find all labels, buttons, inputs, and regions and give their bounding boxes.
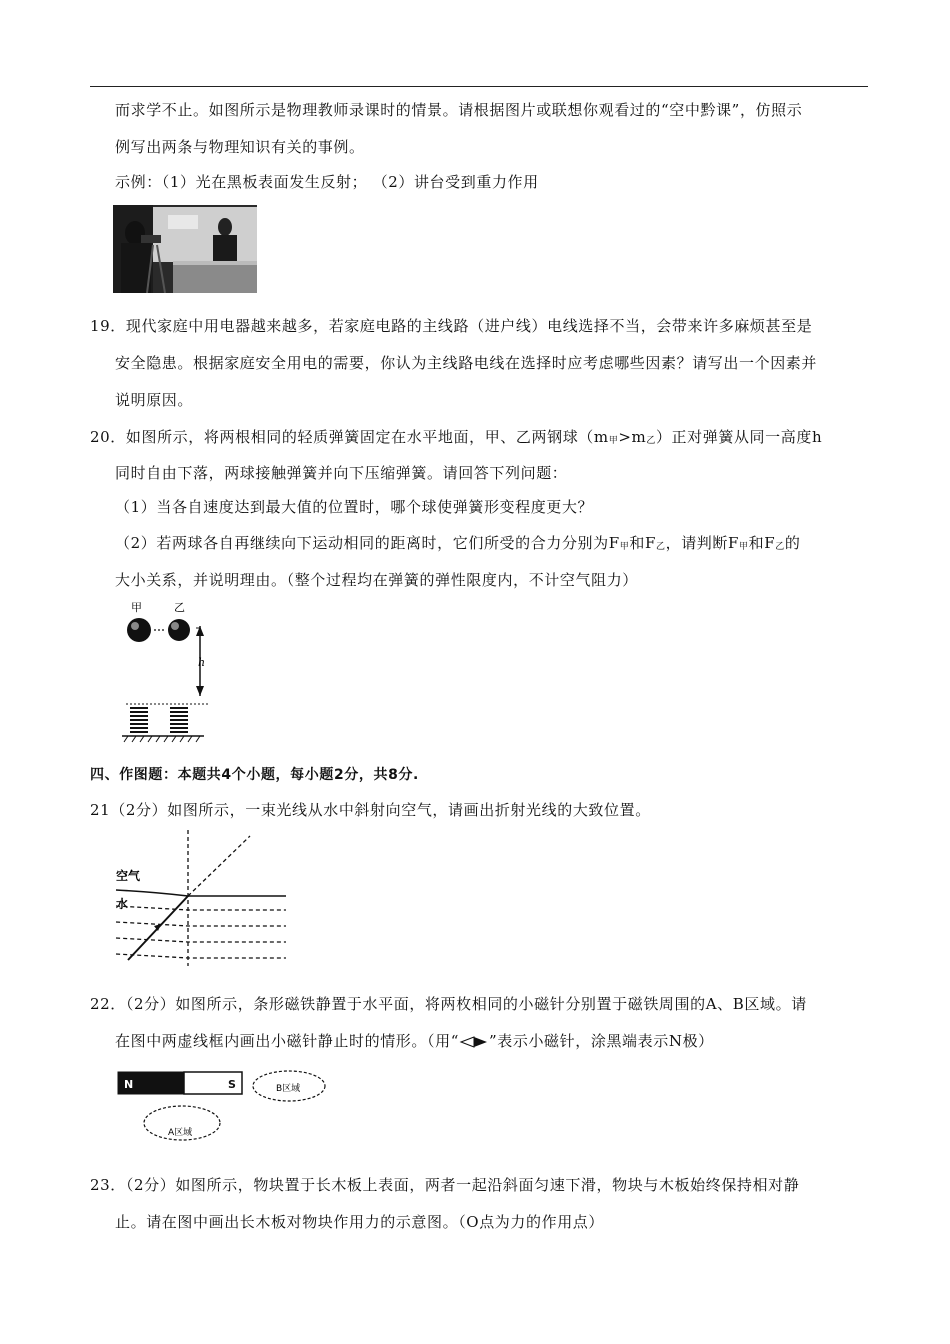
subscript-jia: 甲 <box>608 436 619 446</box>
teacher-recording-photo <box>113 205 257 293</box>
q23-text-line1: 23．（2分）如图所示，物块置于长木板上表面，两者一起沿斜面匀速下滑，物块与木板始终保持相对静 <box>90 1176 800 1194</box>
q18-text-line2: 例写出两条与物理知识有关的事例。 <box>115 138 365 156</box>
q20-and-1: 和F <box>629 534 656 552</box>
q23-text-line2: 止。请在图中画出长木板对物块作用力的示意图。（O点为力的作用点） <box>115 1213 605 1231</box>
q18-text-line1: 而求学不止。如图所示是物理教师录课时的情景。请根据图片或联想你观看过的“空中黔课”，仿照示 <box>115 101 803 119</box>
q20-text-line2: 同时自由下落，两球接触弹簧并向下压缩弹簧。请回答下列问题： <box>115 464 568 482</box>
q22-line2-end: ”表示小磁针，涂黑端表示N极） <box>488 1032 714 1050</box>
subscript-yi: 乙 <box>646 436 656 446</box>
q22-text-line1: 22．（2分）如图所示，条形磁铁静置于水平面，将两枚相同的小磁针分别置于磁铁周围的A、B区域。请 <box>90 995 807 1013</box>
label-yi: 乙 <box>174 601 185 614</box>
label-h: h <box>198 656 206 669</box>
spring-balls-figure <box>118 598 218 744</box>
compass-needle-icon <box>459 1036 489 1048</box>
magnet-n-label: N <box>124 1078 134 1091</box>
q20-part2-start: （2）若两球各自再继续向下运动相同的距离时，它们所受的合力分别为F <box>115 534 620 552</box>
region-b-label: B区域 <box>276 1084 301 1094</box>
subscript-jia-3: 甲 <box>739 542 749 552</box>
q20-line1-end: ）正对弹簧从同一高度h <box>655 428 823 446</box>
subscript-yi-3: 乙 <box>775 542 785 552</box>
q20-part2-mid: ，请判断F <box>665 534 740 552</box>
q20-text-line1 <box>90 427 822 451</box>
subscript-yi-2: 乙 <box>655 542 666 552</box>
q20-part2 <box>115 533 800 557</box>
region-a-label: A区域 <box>168 1128 193 1138</box>
q22-text-line2 <box>115 1031 714 1051</box>
subscript-jia-2: 甲 <box>619 542 630 552</box>
q20-part2-end: 的 <box>784 534 801 552</box>
q22-line2-start: 在图中两虚线框内画出小磁针静止时的情形。（用“ <box>115 1032 459 1050</box>
header-rule <box>90 86 868 87</box>
q19-text-line3: 说明原因。 <box>115 391 194 409</box>
q20-text-line5: 大小关系，并说明理由。（整个过程均在弹簧的弹性限度内，不计空气阻力） <box>115 571 638 589</box>
q19-text-line2: 安全隐患。根据家庭安全用电的需要，你认为主线路电线在选择时应考虑哪些因素？请写出一个因素并 <box>115 354 818 372</box>
q21-text: 21（2分）如图所示，一束光线从水中斜射向空气，请画出折射光线的大致位置。 <box>90 801 651 819</box>
bar-magnet-figure <box>114 1066 330 1144</box>
q20-gt: >m <box>618 428 647 446</box>
label-jia: 甲 <box>131 601 142 614</box>
magnet-s-label: S <box>228 1078 236 1091</box>
refraction-figure <box>114 828 290 968</box>
q19-text-line1: 19．现代家庭中用电器越来越多，若家庭电路的主线路（进户线）电线选择不当，会带来许多麻烦甚至是 <box>90 317 813 335</box>
label-air: 空气 <box>116 869 141 883</box>
q20-line1-start: 20．如图所示，将两根相同的轻质弹簧固定在水平地面，甲、乙两钢球（m <box>90 428 609 446</box>
section4-heading: 四、作图题：本题共4个小题，每小题2分，共8分. <box>90 767 419 783</box>
q20-part1: （1）当各自速度达到最大值的位置时，哪个球使弹簧形变程度更大？ <box>115 498 594 516</box>
label-water: 水 <box>116 897 129 911</box>
q18-example: 示例：（1）光在黑板表面发生反射； （2）讲台受到重力作用 <box>115 173 539 191</box>
q20-and-2: 和F <box>748 534 776 552</box>
